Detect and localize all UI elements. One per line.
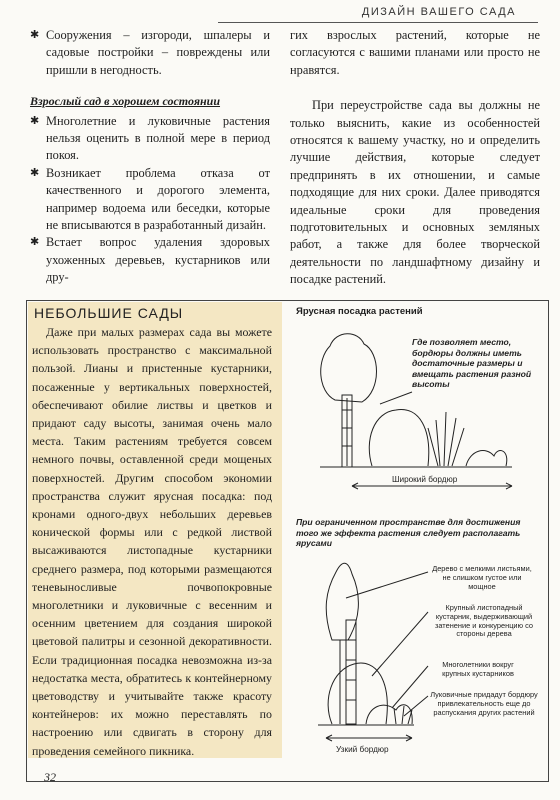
perennials-wide xyxy=(466,451,507,466)
asterisk-icon: ✱ xyxy=(30,114,40,127)
running-header: ДИЗАЙН ВАШЕГО САДА xyxy=(361,6,516,18)
subheading: Взрослый сад в хорошем состоянии xyxy=(30,94,221,109)
bullet-text: Встает вопрос удаления здоровых ухоженных деревьев, кустарников или дру- xyxy=(46,235,270,285)
bullet-text: Возникает проблема отказа от качественного и дорогого элемента, например водоема или беседки, которые не вписываются в разработанный дизайн. xyxy=(46,165,270,233)
asterisk-icon: ✱ xyxy=(30,29,40,41)
asterisk-icon: ✱ xyxy=(30,166,40,179)
figure-label-tree: Дерево с мелкими листьями, не слишком густое или мощное xyxy=(432,564,532,591)
figure-note-middle: При ограниченном пространстве для достижения того же эффекта растения следует располагать ярусами xyxy=(296,517,521,548)
grass-wide xyxy=(428,412,464,466)
bullet-text: Сооружения – изгороди, шпалеры и садовые постройки – повреждены или пришли в негодность. xyxy=(46,28,270,77)
figure-title: Ярусная посадка растений xyxy=(296,306,423,317)
leader-line-note xyxy=(380,392,412,404)
figure-note-top: Где позволяет место, бордюры должны иметь достаточные размеры и вмещать растения разной высоты xyxy=(412,337,532,389)
body-paragraph: При переустройстве сада вы должны не только выяснить, какие из особенностей относятся к вашему участку, но и определить лучшие действия, которые следует предпринять в их отношении, и самые подходящие для них сроки. Далее приводятся идеальные сроки для проведения подготовительных и основных земляных работ, а также для более творческой деятельности по ландшафтному дизайну и посадке растений. xyxy=(290,98,540,287)
page-number: 32 xyxy=(44,770,56,784)
bullet-text: Многолетние и луковичные растения нельзя оценить в полной мере в период покоя. xyxy=(46,113,270,163)
box-title: НЕБОЛЬШИЕ САДЫ xyxy=(34,305,184,321)
figure-label-bulbs: Луковичные придадут бордюру привлекательность еще до распускания других растений xyxy=(430,690,538,717)
shrub-wide xyxy=(369,410,428,466)
leader-line-perennials xyxy=(392,666,428,708)
leader-line-shrub xyxy=(372,612,428,676)
continuation-text: гих взрослых растений, которые не согласуются с вашими планами или просто не нравятся. xyxy=(290,28,540,77)
box-text: Даже при малых размерах сада вы можете использовать пространство с максимальной пользой. Лианы и пристенные кустарники, посаженные у вертикальных поверхностей, обеспечивают обилие листвы и цветков и придают саду высоты, занимая очень мало места. Таким растениям требуется совсем немного почвы, оставленной среди мощеных поверхностей. Другим способом экономии пространства служит ярусная посадка: под кронами одного-двух небольших деревьев конической формы или с редкой листвой высаживаются листопадные кустарники среднего размера, под которыми размещаются теневыносливые почвопокровные многолетники и луковичные с весенним и осенним цветением для создания широкой цветовой палитры и сезонной декоративности. Если традиционная посадка невозможна из-за недостатка места, обратитесь к контейнерному цветоводству и учитывайте также красоту контейнеров: их можно переставлять по настроению или сдвигать в сторону для проведения семейного пикника. xyxy=(32,325,272,758)
shrub-narrow xyxy=(328,663,387,724)
figure-label-perennials: Многолетники вокруг крупных кустарников xyxy=(442,660,514,678)
asterisk-icon: ✱ xyxy=(30,236,40,249)
leader-line-tree xyxy=(346,572,428,598)
figure-caption-narrow: Узкий бордюр xyxy=(336,745,389,754)
figure-caption-wide: Широкий бордюр xyxy=(392,475,458,484)
figure-label-shrub: Крупный листопадный кустарник, выдерживающий затенение и конкуренцию со стороны дерева xyxy=(434,603,534,639)
